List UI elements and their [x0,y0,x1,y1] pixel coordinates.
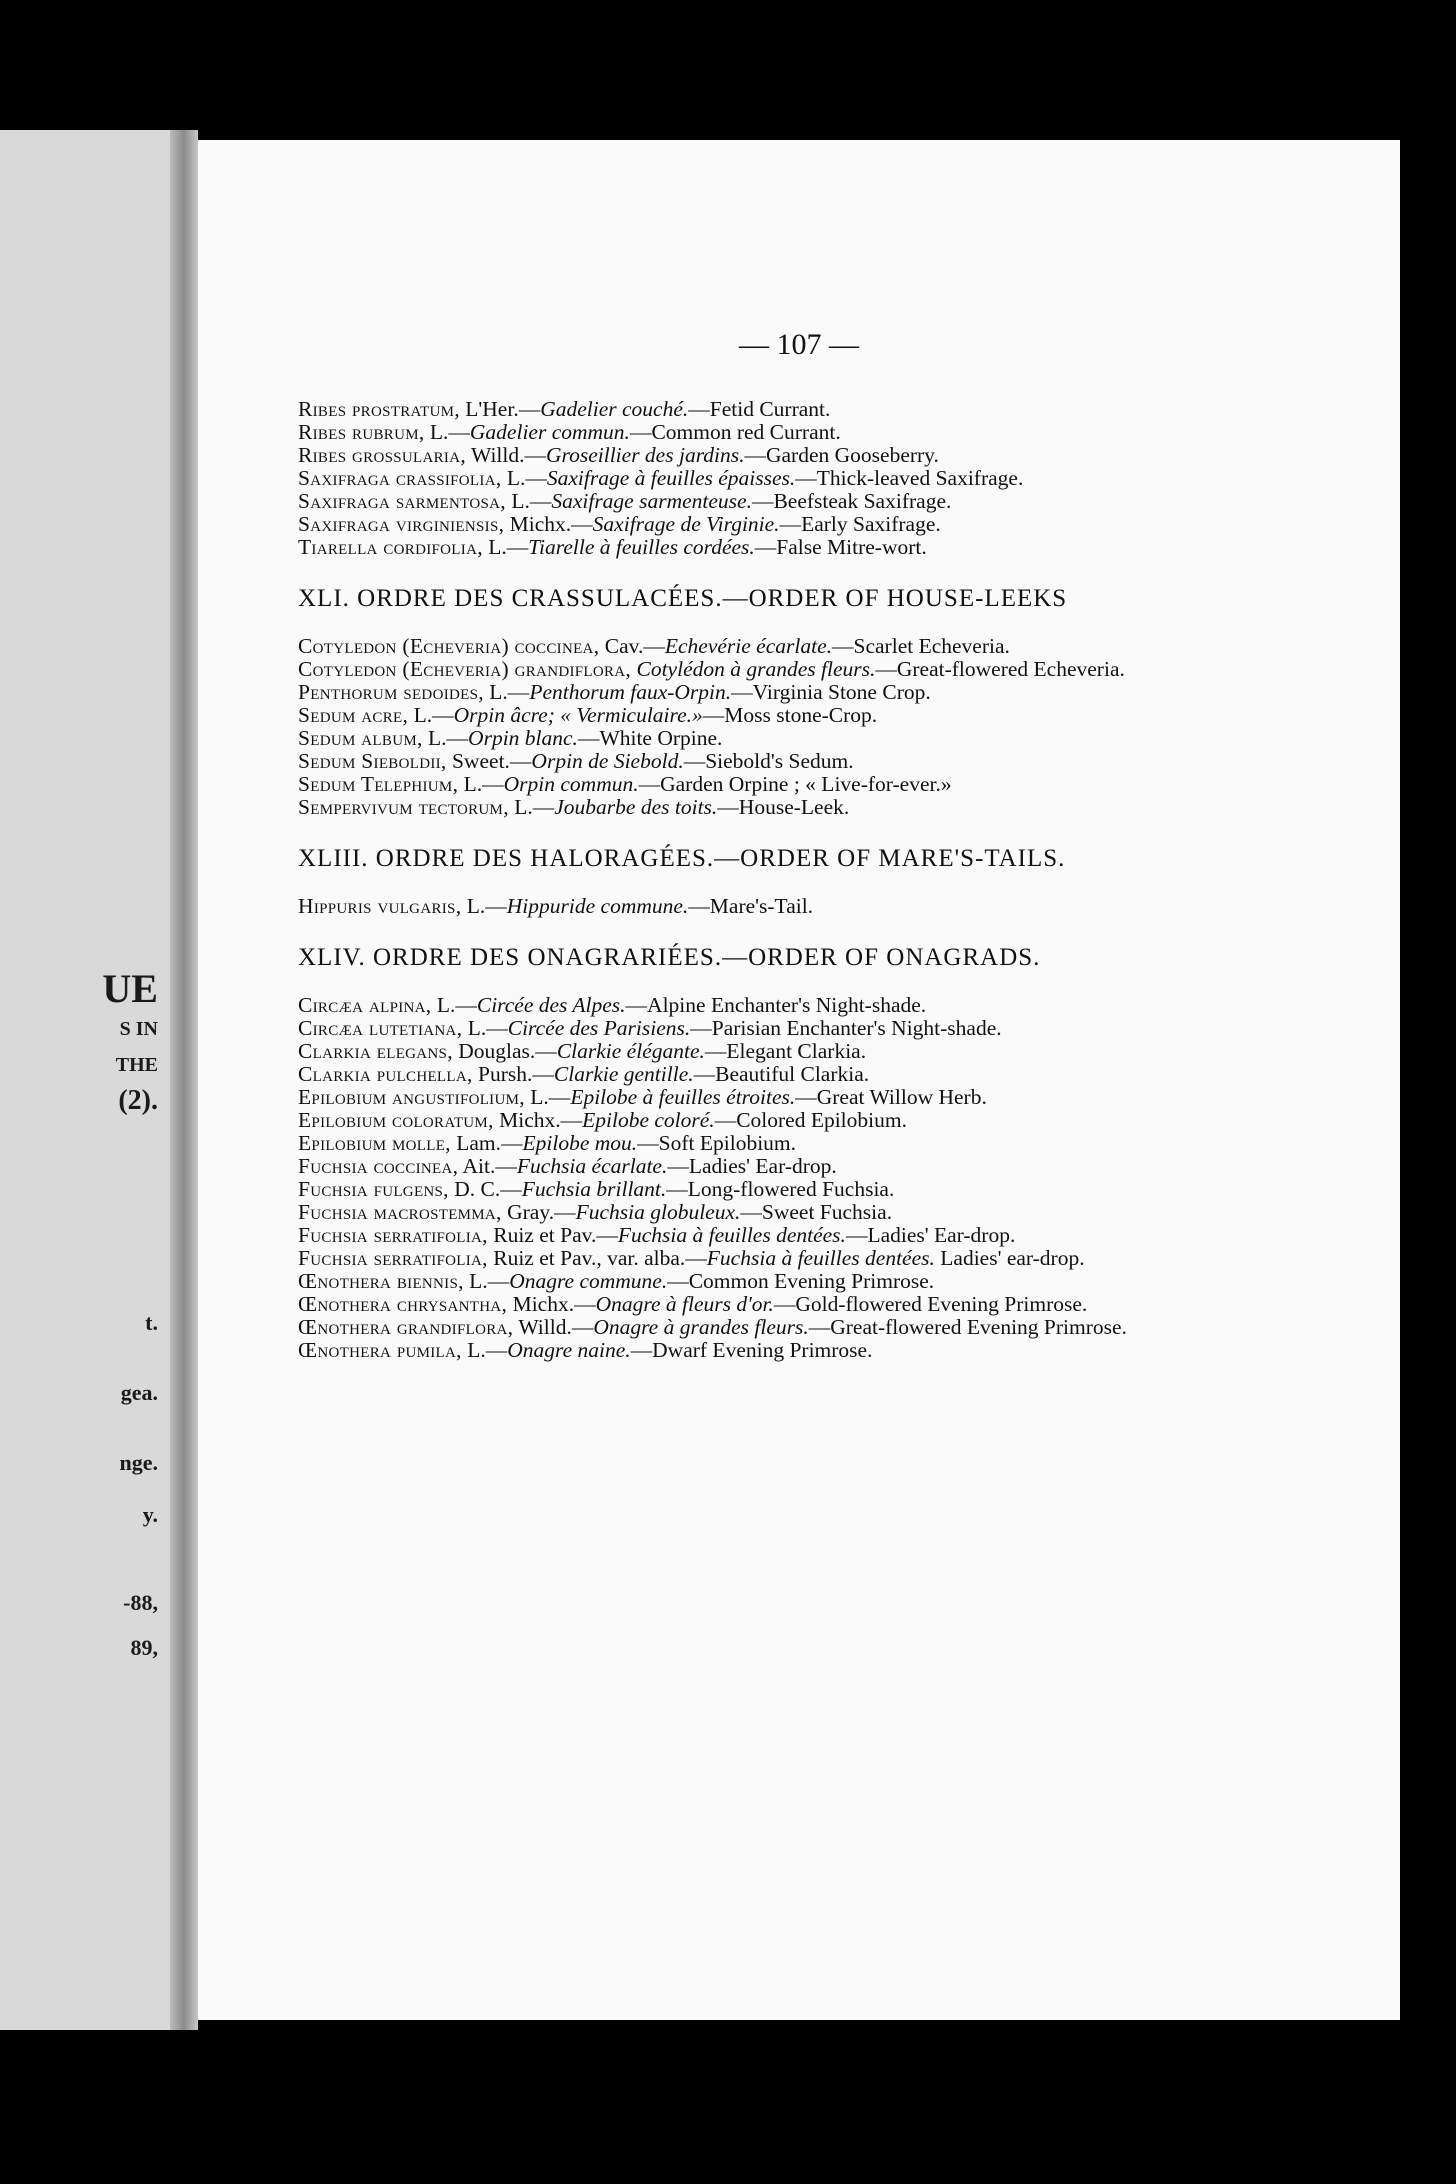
french-name: Joubarbe des toits. [554,795,718,819]
species-entry [298,467,1338,490]
latin-name: Penthorum sedoides, [298,680,484,704]
english-name: —Virginia Stone Crop. [731,680,931,704]
latin-name: Fuchsia macrostemma, [298,1200,502,1224]
english-name: —Great-flowered Echeveria. [875,657,1125,681]
english-name: —Great-flowered Evening Primrose. [808,1315,1127,1339]
english-name: —Early Saxifrage. [779,512,941,536]
english-name: —Beefsteak Saxifrage. [751,489,952,513]
author: Michx.— [512,1292,596,1316]
species-entry [298,1316,1338,1339]
author: L.— [467,1338,508,1362]
author: Michx.— [509,512,593,536]
french-name: Cotylédon à grandes fleurs. [636,657,876,681]
latin-name: Sedum Telephium, [298,772,459,796]
english-name: —Great Willow Herb. [795,1085,987,1109]
english-name: —Ladies' Ear-drop. [667,1154,837,1178]
facing-page-edge [0,130,170,2030]
author: L.— [467,1016,508,1040]
latin-name: Sedum Sieboldii, [298,749,447,773]
species-entry [298,1155,1338,1178]
section-heading: XLIII. ORDRE DES HALORAGÉES.—ORDER OF MARE'S-TAILS. [298,845,1066,872]
french-name: Orpin âcre; « Vermiculaire.» [453,703,703,727]
french-name: Circée des Parisiens. [507,1016,691,1040]
french-name: Onagre à fleurs d'or. [595,1292,774,1316]
french-name: Groseillier des jardins. [546,443,745,467]
french-name: Fuchsia brillant. [521,1177,667,1201]
english-name: —Beautiful Clarkia. [693,1062,870,1086]
author: L.— [488,535,529,559]
latin-name: Sempervivum tectorum, [298,795,509,819]
author: Ruiz et Pav.— [493,1223,618,1247]
species-entry [298,1132,1338,1155]
english-name: —False Mitre-wort. [754,535,927,559]
latin-name: Fuchsia coccinea, [298,1154,459,1178]
author: L.— [428,726,469,750]
latin-name: Epilobium molle, [298,1131,451,1155]
english-name: —Alpine Enchanter's Night-shade. [625,993,927,1017]
species-entry [298,994,1338,1017]
author: Pursh.— [478,1062,554,1086]
french-name: Onagre commune. [509,1269,668,1293]
species-entry [298,536,1338,559]
french-name: Hippuride commune. [506,894,689,918]
english-name: —Sweet Fuchsia. [740,1200,893,1224]
species-entry [298,398,1338,421]
margin-fragment: (2). [118,1085,158,1116]
author: L.— [506,466,547,490]
english-name: —Soft Epilobium. [637,1131,797,1155]
english-name: —Garden Orpine ; « Live-for-ever.» [638,772,952,796]
author: Willd.— [518,1315,594,1339]
english-name: —Gold-flowered Evening Primrose. [773,1292,1088,1316]
english-name: —Ladies' Ear-drop. [845,1223,1016,1247]
species-entry [298,421,1338,444]
english-name: —Garden Gooseberry. [744,443,939,467]
section-1 [298,585,1338,819]
species-entry [298,1247,1338,1270]
margin-fragment: 89, [130,1635,158,1660]
author: Douglas.— [458,1039,557,1063]
latin-name: Circæa alpina, [298,993,432,1017]
species-entry [298,1109,1338,1132]
latin-name: Cotyledon (Echeveria) grandiflora, [298,657,632,681]
french-name: Fuchsia à feuilles dentées. [706,1246,935,1270]
section-3 [298,944,1338,1362]
species-entry [298,1293,1338,1316]
french-name: Tiarelle à feuilles cordées. [528,535,755,559]
english-name: —Moss stone-Crop. [702,703,878,727]
author: Gray.— [507,1200,576,1224]
french-name: Clarkie gentille. [553,1062,694,1086]
author: L.— [511,489,552,513]
latin-name: Œnothera biennis, [298,1269,464,1293]
species-entry [298,773,1338,796]
latin-name: Ribes grossularia, [298,443,467,467]
species-entry [298,635,1338,658]
french-name: Fuchsia à feuilles dentées. [617,1223,846,1247]
english-name: —House-Leek. [717,795,850,819]
species-entry [298,796,1338,819]
page-number: — 107 — [739,328,859,361]
species-entry [298,750,1338,773]
species-entry [298,1017,1338,1040]
latin-name: Epilobium angustifolium, [298,1085,525,1109]
margin-fragment: gea. [120,1380,158,1405]
author: L.— [466,894,507,918]
french-name: Onagre à grandes fleurs. [593,1315,809,1339]
species-entry [298,1270,1338,1293]
french-name: Epilobe à feuilles étroites. [570,1085,796,1109]
latin-name: Tiarella cordifolia, [298,535,483,559]
author: L.— [436,993,477,1017]
margin-fragment: THE [115,1054,158,1076]
english-name: Ladies' ear-drop. [934,1246,1085,1270]
french-name: Epilobe coloré. [582,1108,715,1132]
english-name: —Dwarf Evening Primrose. [630,1338,873,1362]
latin-name: Circæa lutetiana, [298,1016,463,1040]
english-name: —Common Evening Primrose. [667,1269,935,1293]
english-name: —Thick-leaved Saxifrage. [795,466,1024,490]
species-entry [298,490,1338,513]
margin-fragment: UE [102,966,158,1011]
latin-name: Hippuris vulgaris, [298,894,462,918]
section-0 [298,398,1338,559]
english-name: —Long-flowered Fuchsia. [666,1177,895,1201]
author: L.— [530,1085,571,1109]
english-name: —Parisian Enchanter's Night-shade. [690,1016,1002,1040]
species-entry [298,1040,1338,1063]
author: Ait.— [462,1154,517,1178]
french-name: Fuchsia globuleux. [575,1200,741,1224]
french-name: Gadelier couché. [540,397,689,421]
english-name: —Scarlet Echeveria. [832,634,1010,658]
latin-name: Œnothera chrysantha, [298,1292,508,1316]
species-entry [298,681,1338,704]
species-entry [298,1224,1338,1247]
author: L.— [429,420,470,444]
latin-name: Sedum album, [298,726,423,750]
french-name: Orpin de Siebold. [531,749,684,773]
species-entry [298,1201,1338,1224]
species-entry [298,1178,1338,1201]
latin-name: Clarkia elegans, [298,1039,453,1063]
french-name: Saxifrage sarmenteuse. [551,489,752,513]
latin-name: Fuchsia serratifolia, [298,1246,488,1270]
author: L'Her.— [465,397,541,421]
margin-fragment: nge. [119,1450,158,1475]
author: L.— [514,795,555,819]
french-name: Penthorum faux-Orpin. [529,680,732,704]
author: L.— [489,680,530,704]
english-name: —White Orpine. [577,726,723,750]
latin-name: Ribes rubrum, [298,420,425,444]
margin-fragment: -88, [123,1590,158,1615]
english-name: —Fetid Currant. [688,397,831,421]
french-name: Gadelier commun. [469,420,630,444]
species-entry [298,513,1338,536]
latin-name: Clarkia pulchella, [298,1062,473,1086]
french-name: Orpin commun. [503,772,639,796]
margin-fragment: t. [145,1310,158,1335]
french-name: Circée des Alpes. [476,993,626,1017]
author: Ruiz et Pav., var. alba.— [493,1246,707,1270]
french-name: Fuchsia écarlate. [516,1154,668,1178]
page-content [298,398,1338,1362]
species-entry [298,658,1338,681]
english-name: —Siebold's Sedum. [683,749,854,773]
latin-name: Saxifraga crassifolia, [298,466,502,490]
author: Michx.— [499,1108,583,1132]
french-name: Epilobe mou. [522,1131,638,1155]
french-name: Saxifrage de Virginie. [592,512,780,536]
latin-name: Œnothera grandiflora, [298,1315,514,1339]
book-gutter [170,130,198,2030]
species-entry [298,1339,1338,1362]
english-name: —Elegant Clarkia. [704,1039,867,1063]
species-entry [298,444,1338,467]
author: L.— [463,772,504,796]
book-page [198,140,1400,2020]
author: Lam.— [456,1131,523,1155]
margin-fragment: S IN [119,1018,158,1040]
latin-name: Fuchsia fulgens, [298,1177,449,1201]
species-entry [298,1063,1338,1086]
section-2 [298,845,1338,918]
latin-name: Saxifraga sarmentosa, [298,489,506,513]
latin-name: Fuchsia serratifolia, [298,1223,488,1247]
species-entry [298,1086,1338,1109]
latin-name: Saxifraga virginiensis, [298,512,505,536]
author: D. C.— [454,1177,522,1201]
french-name: Clarkie élégante. [556,1039,705,1063]
latin-name: Epilobium coloratum, [298,1108,494,1132]
author: Cav.— [604,634,665,658]
latin-name: Œnothera pumila, [298,1338,462,1362]
section-heading: XLI. ORDRE DES CRASSULACÉES.—ORDER OF HOUSE-LEEKS [298,585,1068,612]
french-name: Orpin blanc. [468,726,578,750]
section-heading: XLIV. ORDRE DES ONAGRARIÉES.—ORDER OF ONAGRADS. [298,944,1041,971]
author: Willd.— [471,443,546,467]
english-name: —Common red Currant. [629,420,841,444]
margin-fragment: y. [142,1502,158,1527]
author: L.— [469,1269,510,1293]
french-name: Echevérie écarlate. [664,634,833,658]
author: Sweet.— [452,749,532,773]
author: L.— [413,703,454,727]
french-name: Onagre naine. [507,1338,631,1362]
species-entry [298,704,1338,727]
latin-name: Ribes prostratum, [298,397,460,421]
latin-name: Sedum acre, [298,703,409,727]
english-name: —Colored Epilobium. [714,1108,907,1132]
species-entry [298,895,1338,918]
english-name: —Mare's-Tail. [688,894,814,918]
latin-name: Cotyledon (Echeveria) coccinea, [298,634,600,658]
french-name: Saxifrage à feuilles épaisses. [546,466,796,490]
species-entry [298,727,1338,750]
